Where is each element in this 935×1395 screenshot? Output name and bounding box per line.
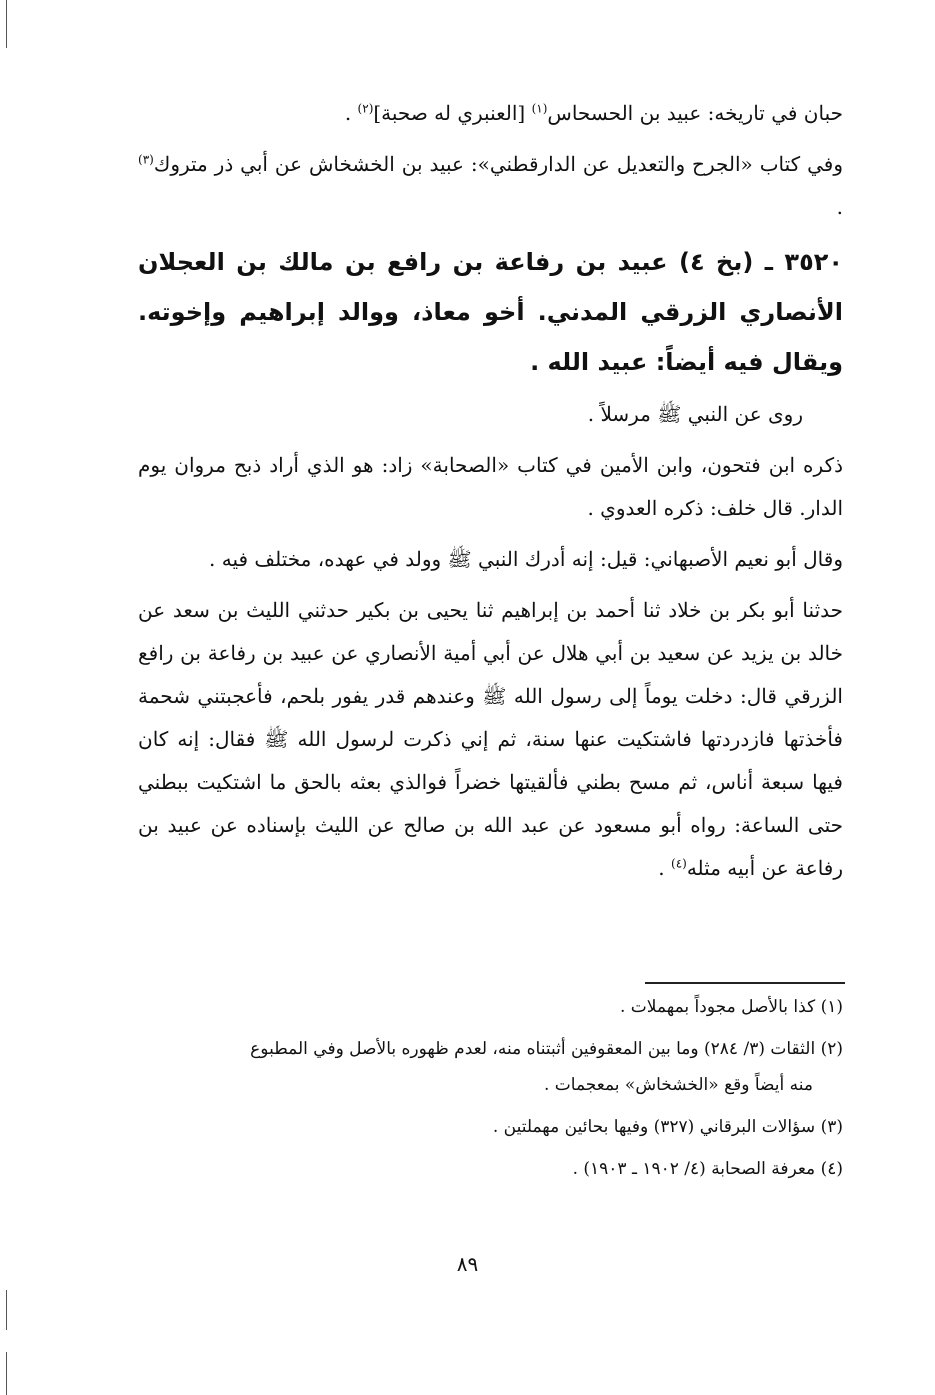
scan-edge-mark-top — [6, 0, 7, 48]
paragraph-abu-nuaym: وقال أبو نعيم الأصبهاني: قيل: إنه أدرك النبي ﷺ وولد في عهده، مختلف فيه . — [209, 547, 843, 571]
footnote-ref: (٢) — [357, 101, 374, 116]
footnotes — [138, 996, 843, 1200]
footnote-1: (١) كذا بالأصل مجوداً بمهملات . — [619, 997, 843, 1017]
paragraph-riwaya: روى عن النبي ﷺ مرسلاً . — [587, 402, 803, 426]
paragraph-hadith — [138, 589, 843, 890]
footnote-ref: (٣) — [138, 152, 154, 167]
footnote-2 — [138, 1038, 843, 1060]
footnote-4: (٤) معرفة الصحابة (٤/ ١٩٠٢ ـ ١٩٠٣) . — [572, 1159, 843, 1179]
page-number: ٨٩ — [456, 1252, 479, 1276]
footnote-ref: (٤) — [671, 856, 687, 871]
text: . — [658, 856, 671, 880]
text: وفي كتاب «الجرح والتعديل عن الدارقطني»: عبيد بن الخشخاش عن أبي ذر متروك — [153, 152, 843, 176]
entry-heading — [138, 237, 843, 387]
main-text — [138, 92, 843, 898]
footnote-3: (٣) سؤالات البرقاني (٣٢٧) وفيها بحائين مهملتين . — [492, 1117, 843, 1137]
text: . — [836, 195, 843, 219]
paragraph-ibn-hibban — [138, 92, 843, 135]
text: حبان في تاريخه: عبيد بن الحسحاس — [547, 101, 843, 125]
text: حدثنا أبو بكر بن خلاد ثنا أحمد بن إبراهيم ثنا يحيى بن بكير حدثني الليث بن سعد عن خالد بن يزيد عن سعيد بن أبي هلال عن أبي أمية الأنصاري عن عبيد بن رفاعة بن رافع الزرقي قال: دخلت يوماً إلى رسول الله ﷺ وعندهم قدر يفور بلحم، فأعجبتني شحمة فأخذتها فازدردتها فاشتكيت عنها سنة، ثم إني ذكرت لرسول الله ﷺ فقال: إنه كان فيها سبعة أناس، ثم مسح بطني فألقيتها خضراً فوالذي بعثه بالحق ما اشتكيت ببطني حتى الساعة: رواه أبو مسعود عن عبد الله بن صالح عن الليث بإسناده عن عبيد بن رفاعة عن أبيه مثله — [138, 598, 843, 880]
scan-edge-mark-bottom — [6, 1290, 7, 1330]
text: . — [344, 101, 358, 125]
scan-edge-mark-bottom-2 — [6, 1352, 7, 1395]
entry-title: عبيد بن رفاعة بن رافع بن مالك بن العجلان الأنصاري الزرقي المدني. أخو معاذ، ووالد إبراهيم وإخوته. ويقال فيه أيضاً: عبيد الله . — [138, 248, 843, 376]
footnote-2-continued: منه أيضاً وقع «الخشخاش» بمعجمات . — [543, 1075, 813, 1095]
text: (٢) الثقات (٣/ ٢٨٤) وما بين المعقوفين أثبتناه منه، لعدم ظهوره بالأصل وفي المطبوع — [250, 1039, 843, 1059]
footnote-ref: (١) — [531, 101, 548, 116]
paragraph-jarh-tadil — [138, 143, 843, 229]
text: [العنبري له صحبة] — [373, 101, 526, 125]
paragraph-ibn-fathun: ذكره ابن فتحون، وابن الأمين في كتاب «الصحابة» زاد: هو الذي أراد ذبح مروان يوم الدار. قال خلف: ذكره العدوي . — [138, 453, 843, 520]
footnote-separator — [645, 982, 845, 984]
entry-number: ٣٥٢٠ ـ (بخ ٤) — [678, 248, 844, 276]
